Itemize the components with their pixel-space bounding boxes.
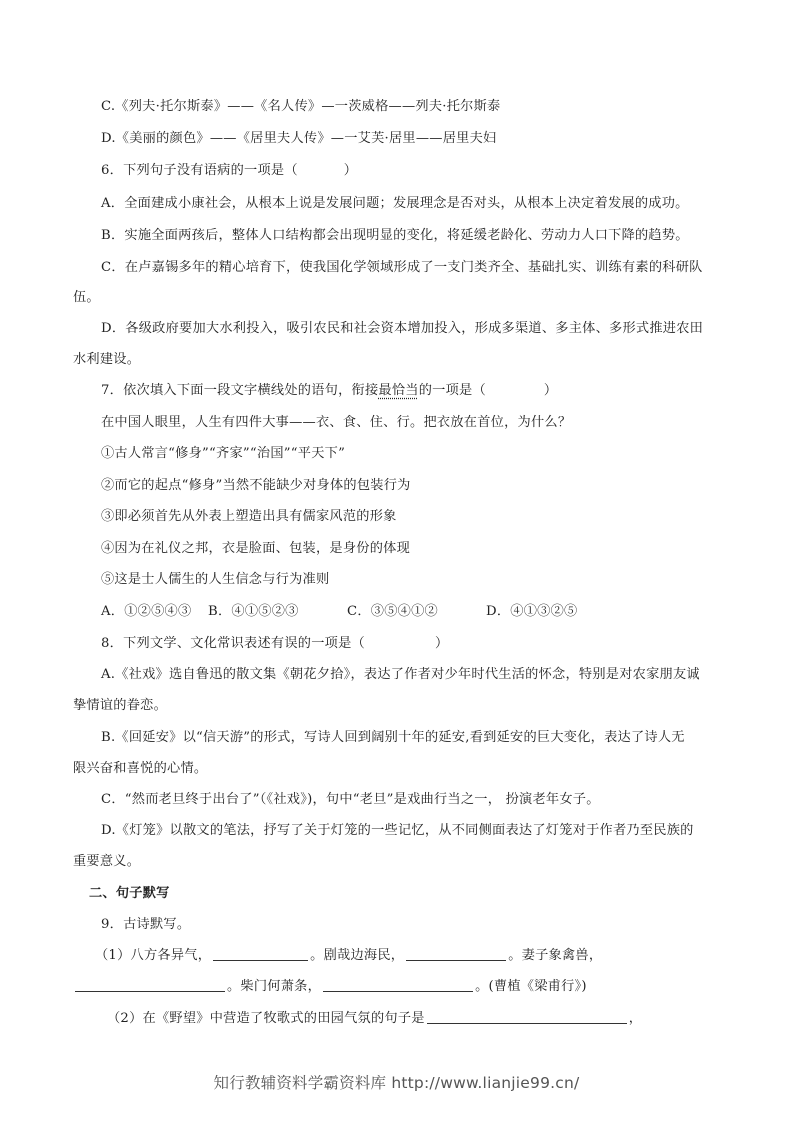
q9-part-1-line2 <box>73 978 587 996</box>
q8-option-c: C．“然而老旦终于出台了”（《社戏》)，句中“老旦”是戏曲行当之一， 扮演老年女子。 <box>101 792 600 807</box>
q9-1-text-e: 。(曹植《梁甫行》) <box>475 979 587 994</box>
q6-option-d-line1: D．各级政府要加大水利投入，吸引农民和社会资本增加投入，形成多渠道、多主体、多形式推进农田 <box>101 321 704 336</box>
q9-2-text-end: ， <box>628 1011 643 1026</box>
q7-option-a: A．①②⑤④③ <box>101 604 192 619</box>
q9-1-blank-1[interactable] <box>213 947 308 961</box>
q7-sentence-2: ②而它的起点“修身”当然不能缺少对身体的包装行为 <box>101 478 411 493</box>
question-8-text: 8．下列文学、文化常识表述有误的一项是（ <box>101 636 365 651</box>
q8-option-b-line2: 限兴奋和喜悦的心情。 <box>73 761 208 776</box>
question-7-text-post: 的一项是（ <box>418 383 486 398</box>
q5-option-c: C.《列夫·托尔斯泰》——《名人传》—一茨威格——列夫·托尔斯泰 <box>101 99 501 114</box>
question-7-paren-close: ） <box>543 383 558 398</box>
question-8-paren-close: ） <box>434 636 449 651</box>
q9-1-text-a: （1）八方各异气， <box>95 948 212 963</box>
q8-option-d-line1: D.《灯笼》以散文的笔法，抒写了关于灯笼的一些记忆，从不同侧面表达了灯笼对于作者乃至民族的 <box>101 823 694 838</box>
q6-option-b: B．实施全面两孩后，整体人口结构都会出现明显的变化，将延缓老龄化、劳动力人口下降的趋势。 <box>101 228 689 243</box>
q7-sentence-5: ⑤这是士人儒生的人生信念与行为准则 <box>101 572 330 587</box>
q7-option-b: B．④①⑤②③ <box>208 604 299 619</box>
question-7-text-pre: 7．依次填入下面一段文字横线处的语句，衔接 <box>101 383 379 398</box>
q7-option-d: D．④①③②⑤ <box>486 604 578 619</box>
q9-1-text-b: 。剧哉边海民， <box>310 948 405 963</box>
q5-option-d: D.《美丽的颜色》——《居里夫人传》—一艾芙·居里——居里夫妇 <box>101 131 497 146</box>
q9-1-blank-2[interactable] <box>406 947 506 961</box>
question-6-text: 6．下列句子没有语病的一项是（ <box>101 163 298 178</box>
q9-1-text-c: 。妻子象禽兽， <box>508 948 603 963</box>
q9-part-2 <box>107 1010 642 1028</box>
q8-option-d-line2: 重要意义。 <box>73 854 141 869</box>
q6-option-c-line2: 伍。 <box>73 290 100 305</box>
question-9: 9．古诗默写。 <box>101 917 191 932</box>
q9-part-1-line1 <box>95 947 602 965</box>
q9-1-blank-4[interactable] <box>323 978 473 992</box>
section-2-heading: 二、句子默写 <box>89 886 170 901</box>
q7-option-c: C．③⑤④①② <box>347 604 438 619</box>
question-8 <box>101 635 448 653</box>
q6-option-a: A．全面建成小康社会，从根本上说是发展问题；发展理念是否对头，从根本上决定着发展的成功。 <box>101 196 689 211</box>
q6-option-d-line2: 水利建设。 <box>73 352 141 367</box>
q8-option-a-line1: A.《社戏》选自鲁迅的散文集《朝花夕拾》，表达了作者对少年时代生活的怀念，特别是对农家朋友诚 <box>101 667 700 682</box>
q7-sentence-3: ③即必须首先从外表上塑造出具有儒家风范的形象 <box>101 509 397 524</box>
question-6-paren-close: ） <box>343 163 358 178</box>
q7-sentence-4: ④因为在礼仪之邦，衣是脸面、包装，是身份的体现 <box>101 541 411 556</box>
q8-option-b-line1: B.《回延安》以“信天游”的形式，写诗人回到阔别十年的延安,看到延安的巨大变化，表达了诗人无 <box>101 730 685 745</box>
footer-watermark: 知行教辅资料学霸资料库 http://www.lianjie99.cn/ <box>213 1074 580 1092</box>
q9-1-text-d: 。柴门何萧条， <box>227 979 322 994</box>
q6-option-c-line1: C．在卢嘉锡多年的精心培育下，使我国化学领域形成了一支门类齐全、基础扎实、训练有素的科研队 <box>101 260 703 275</box>
question-7-passage: 在中国人眼里，人生有四件大事——衣、食、住、行。把衣放在首位，为什么？ <box>101 415 572 430</box>
question-6 <box>101 162 357 180</box>
question-7 <box>101 382 557 400</box>
q9-2-text: （2）在《野望》中营造了牧歌式的田园气氛的句子是 <box>107 1011 425 1026</box>
question-7-emphasis: 最恰当 <box>378 383 419 398</box>
q7-sentence-1: ①古人常言“修身”“齐家”“治国”“平天下” <box>101 446 346 461</box>
q9-1-blank-3[interactable] <box>75 978 225 992</box>
q9-2-blank[interactable] <box>427 1010 627 1024</box>
q8-option-a-line2: 挚情谊的眷恋。 <box>73 698 168 713</box>
